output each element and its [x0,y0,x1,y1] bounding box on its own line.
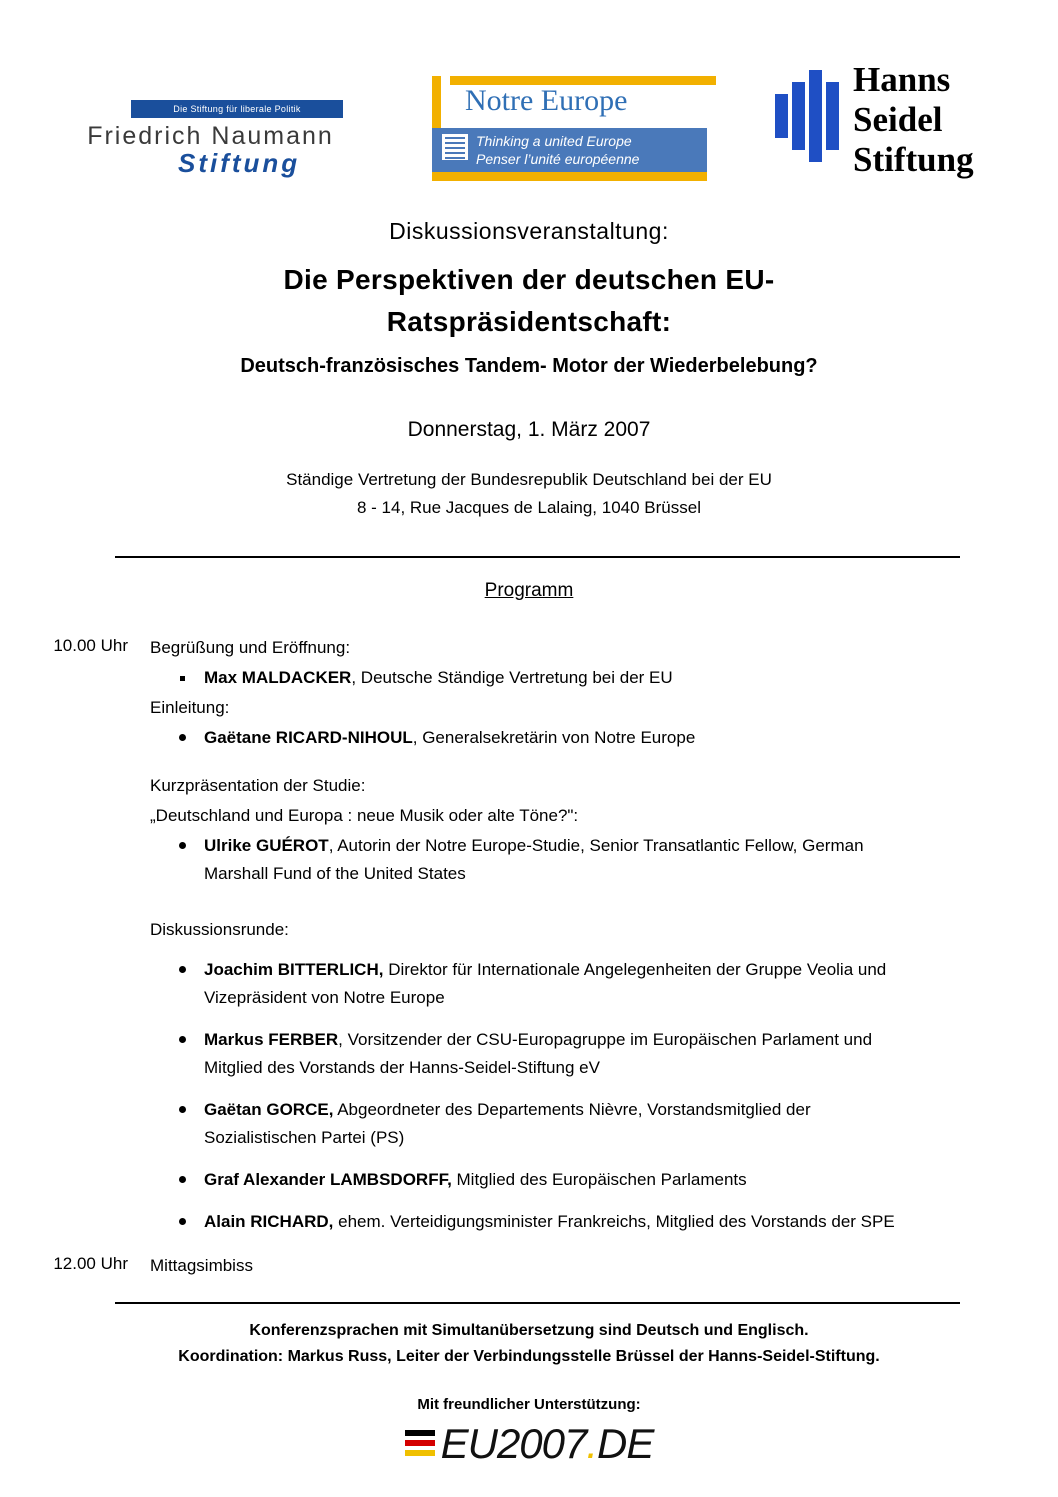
speaker-role: Direktor für Internationale Angelegenheiten der Gruppe Veolia und Vizepräsident von Notre Europe [204,960,887,1007]
speaker-name: Markus FERBER [204,1030,339,1049]
event-title-line-2: Ratspräsidentschaft: [386,306,672,337]
speaker-role: , Vorsitzender der CSU-Europagruppe im Europäischen Parlament und Mitglied des Vorstands der Hanns-Seidel-Stiftung eV [204,1030,873,1077]
welcome-speakers [150,664,910,692]
panel-label: Diskussionsrunde: [150,920,289,939]
study-label: Kurzpräsentation der Studie: [150,776,366,795]
speaker-name: Max MALDACKER [204,668,352,687]
panel-speakers [150,956,910,1236]
fnst-word-stiftung: Stiftung [178,148,301,178]
fnst-name: Friedrich Naumann [87,122,334,150]
event-title-line-1: Die Perspektiven der deutschen EU- [283,264,775,295]
speaker-role: , Generalsekretärin von Notre Europe [412,728,696,747]
speaker-name: Joachim BITTERLICH, [204,960,384,979]
hss-line-1: Hanns [853,60,951,99]
programme-row-1000 [0,634,1058,1250]
friedrich-naumann-stiftung-logo [68,70,353,182]
hss-mark-icon [775,68,839,164]
speaker-name: Gaëtane RICARD-NIHOUL [204,728,413,747]
event-venue-line-1: Ständige Vertretung der Bundesrepublik Deutschland bei der EU [286,470,772,489]
notre-europe-title: Notre Europe [465,84,628,117]
speaker-role: Abgeordneter des Departements Nièvre, Vorstandsmitglied der Sozialistischen Partei (PS) [204,1100,811,1147]
notre-europe-tagline-fr: Penser l’unité européenne [476,151,640,167]
eu-logo-suffix: DE [597,1420,654,1467]
introduction-label: Einleitung: [150,698,230,717]
list-item [150,1208,910,1236]
study-title: „Deutschland und Europa : neue Musik oder alte Töne?": [150,806,579,825]
title-block [0,218,1058,522]
speaker-name: Graf Alexander LAMBSDORFF, [204,1170,452,1189]
support-label: Mit freundlicher Unterstützung: [417,1396,641,1413]
programme-list [0,634,1058,1282]
divider-bottom [115,1302,960,1304]
programme-heading: Programm [484,580,574,601]
speaker-name: Gaëtan GORCE, [204,1100,334,1119]
event-kicker: Diskussionsveranstaltung: [389,218,669,244]
programme-time-1000: 10.00 Uhr [53,636,128,655]
german-flag-icon [405,1430,435,1460]
speaker-name: Alain RICHARD, [204,1212,334,1231]
programme-time-1200: 12.00 Uhr [53,1254,128,1273]
hss-line-2: Seidel [853,100,943,139]
hss-wordmark [853,60,974,180]
footer-note-line-2: Koordination: Markus Russ, Leiter der Verbindungsstelle Brüssel der Hanns-Seidel-Stiftung. [178,1348,880,1365]
footer-note [0,1318,1058,1370]
event-date: Donnerstag, 1. März 2007 [407,418,651,441]
list-item [150,956,910,1012]
hss-line-3: Stiftung [853,140,974,179]
notre-europe-tagline-en: Thinking a united Europe [476,133,632,149]
notre-europe-logo-top [432,76,707,128]
document-lines-icon [442,134,468,160]
speaker-role: , Deutsche Ständige Vertretung bei der EU [351,668,673,687]
welcome-label: Begrüßung und Eröffnung: [150,638,351,657]
speaker-role: ehem. Verteidigungsminister Frankreichs, Mitglied des Vorstands der SPE [333,1212,895,1231]
lunch-label: Mittagsimbiss [150,1256,253,1275]
list-item [150,832,910,888]
event-subtitle: Deutsch-französisches Tandem- Motor der Wiederbelebung? [240,355,818,377]
speaker-role: , Autorin der Notre Europe-Studie, Senior Transatlantic Fellow, German Marshall Fund of the United States [204,836,864,883]
introduction-speakers [150,724,910,752]
list-item [150,664,910,692]
list-item [150,1096,910,1152]
hanns-seidel-stiftung-logo [775,60,990,180]
speaker-name: Ulrike GUÉROT [204,836,329,855]
divider-top [115,556,960,558]
event-venue-line-2: 8 - 14, Rue Jacques de Lalaing, 1040 Brüssel [356,498,701,517]
list-item [150,724,910,752]
speaker-role: Mitglied des Europäischen Parlaments [451,1170,747,1189]
study-speakers [150,832,910,888]
notre-europe-logo [432,76,707,181]
eu-logo-text: EU2007 [440,1420,587,1467]
logo-row [0,48,1058,188]
list-item [150,1166,910,1194]
list-item [150,1026,910,1082]
eu2007de-logo: EU2007.DE [0,1420,1058,1468]
programme-row-1200 [0,1252,1058,1282]
footer-note-line-1: Konferenzsprachen mit Simultanübersetzung sind Deutsch und Englisch. [249,1322,809,1339]
fnst-tagline: Die Stiftung für liberale Politik [131,100,343,118]
